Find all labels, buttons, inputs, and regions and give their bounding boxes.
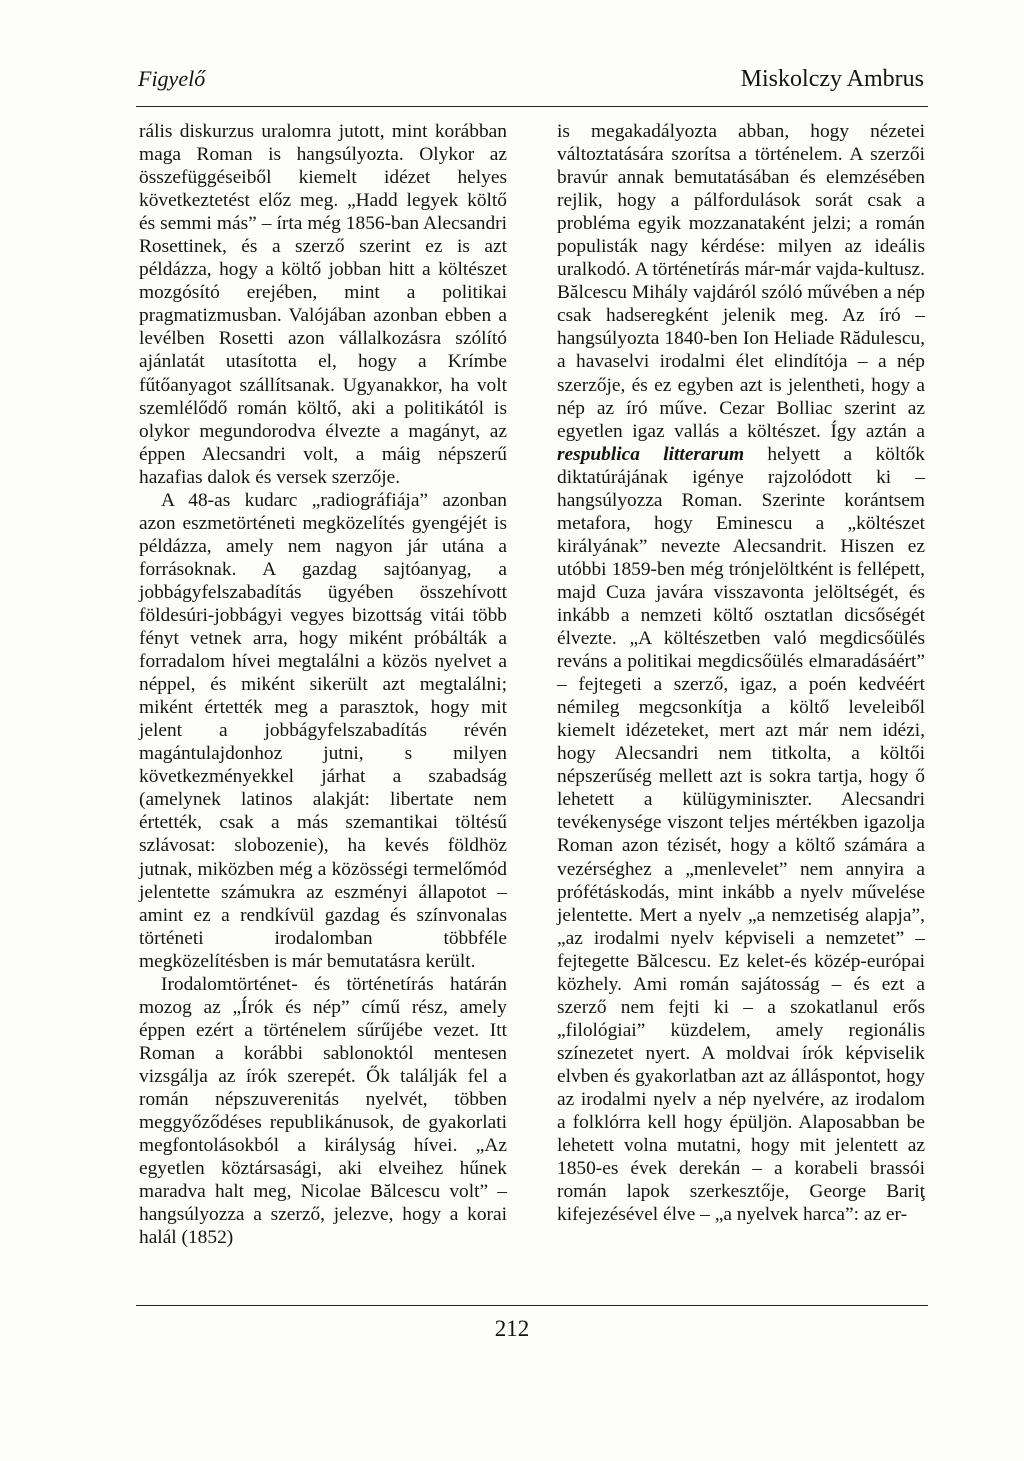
left-paragraph-3: Irodalomtörténet- és történetírás határán mozog az „Írók és nép” című rész, amely éppen ezért a történelem sűrűjébe vezet. Itt Roman a korábbi sablonoktól mentesen vizsgálja az írók szerepét. Ők találják fel a román népszuverenitás nyelvét, többen meggyőződéses republikánusok, de gyakorlati megfontolásokból a királyság hívei. „Az egyetlen köztársasági, aki elveihez hűnek maradva halt meg, Nicolae Bălcescu volt” – hangsúlyozza a szerző, jelezve, hogy a korai halál (1852) (139, 973, 507, 1249)
right-text-column (557, 120, 925, 1226)
italic-term: respublica litterarum (557, 443, 745, 465)
header-rule (136, 106, 928, 107)
page-number: 212 (494, 1316, 530, 1341)
left-paragraph-2: A 48-as kudarc „radiográfiája” azonban azon eszmetörténeti megközelítés gyengéjét is példázza, amely nem nagyon jár utána a forrásoknak. A gazdag sajtóanyag, a jobbágyfelszabadítás ügyében összehívott földesúri-jobbágyi vegyes bizottság vitái több fényt vetnek arra, hogy miként próbálták a forradalom hívei megtalálni a közös nyelvet a néppel, és miként sikerült azt megtalálni; miként értették meg a parasztok, hogy mit jelent a jobbágyfelszabadítás révén magántulajdonhoz jutni, s milyen következményekkel járhat a szabadság (amelynek latinos alakját: libertate nem értették, csak a más szemantikai töltésű szlávosat: slobozenie), ha kevés földhöz jutnak, miközben még a közösségi termelőmód jelentette számukra az eszményi állapotot – amint ez a rendkívül gazdag és színvonalas történeti irodalomban többféle megközelítésben is már bemutatásra került. (139, 489, 507, 972)
left-text-column (139, 120, 507, 1249)
right-paragraph-1-part-b: helyett a költők diktatúrájának igénye rajzolódott ki – hangsúlyozza Roman. Szerinte korántsem metafora, hogy Eminescu a „költészet királyának” nevezte Alecsandrit. Hiszen ez utóbbi 1859-ben még trónjelöltként is fellépett, majd Cuza javára visszavonta jelöltségét, és inkább a nemzeti költő osztatlan dicsőségét élvezte. „A költészetben való megdicsőülés reváns a politikai megdicsőülés elmaradásáért” – fejtegeti a szerző, igaz, a poén kedvéért némileg megcsonkítja a költő leveleiből kiemelt idézeteket, mert azt már nem idézi, hogy Alecsandri nem titkolta, a költői népszerűség mellett azt is sokra tartja, hogy ő lehetett a külügyminiszter. Alecsandri tevékenysége viszont teljes mértékben igazolja Roman azon tézisét, hogy a költő számára a vezérséghez a „menlevelet” nem annyira a prófétáskodás, mint inkább a nyelv művelése jelentette. Mert a nyelv „a nemzetiség alapja”, „az irodalmi nyelv képviseli a nemzetet” – fejtegette Bălcescu. Ez kelet-és közép-európai közhely. Ami román sajátosság – és ezt a szerző nem fejti ki – a szokatlanul erős „filológiai” küzdelem, amely regionális színezetet nyert. A moldvai írók képviselik elvben és gyakorlatban azt az álláspontot, hogy az irodalmi nyelv a nép nyelvére, az irodalom a folklórra kell hogy épüljön. Alaposabban be lehetett volna mutatni, hogy mit jelentett az 1850-es évek derekán – a korabeli brassói román lapok szerkesztője, George Bariţ kifejezésével élve – „a nyelvek harca”: az er- (557, 443, 925, 1226)
running-header-section: Figyelő (138, 66, 206, 91)
running-header-author: Miskolczy Ambrus (740, 66, 924, 92)
footer-rule (136, 1305, 928, 1306)
right-paragraph-1-part-a: is megakadályozta abban, hogy nézetei változtatására szorítsa a történelem. A szerzői bravúr annak bemutatásában és elemzésében rejlik, hogy a pálfordulások sorát csak a probléma egyik mozzanataként jelzi; a román populisták nagy kérdése: milyen az ideális uralkodó. A történetírás már-már vajda-kultusz. Bălcescu Mihály vajdáról szóló művében a nép csak hadseregként jelenik meg. Az író – hangsúlyozta 1840-ben Ion Heliade Rădulescu, a havaselvi irodalmi élet elindítója – a nép szerzője, és ez egyben azt is jelentheti, hogy a nép az író műve. Cezar Bolliac szerint az egyetlen igaz vallás a költészet. Így aztán a (557, 121, 925, 442)
right-paragraph-1 (557, 120, 925, 1226)
left-paragraph-1: rális diskurzus uralomra jutott, mint korábban maga Roman is hangsúlyozta. Olykor az összefüggéseiből kiemelt idézet helyes következtetést előz meg. „Hadd legyek költő és semmi más” – írta még 1856-ban Alecsandri Rosettinek, és a szerző szerint ez is azt példázza, hogy a költő jobban hitt a költészet mozgósító erejében, mint a politikai pragmatizmusban. Valójában azonban ebben a levélben Rosetti azon vállalkozásra szólító ajánlatát utasította el, hogy a Krímbe fűtőanyagot szállítsanak. Ugyanakkor, ha volt szemlélődő román költő, aki a politikától is olykor megundorodva élvezte a magányt, az éppen Alecsandri volt, a máig népszerű hazafias dalok és versek szerzője. (139, 121, 507, 488)
